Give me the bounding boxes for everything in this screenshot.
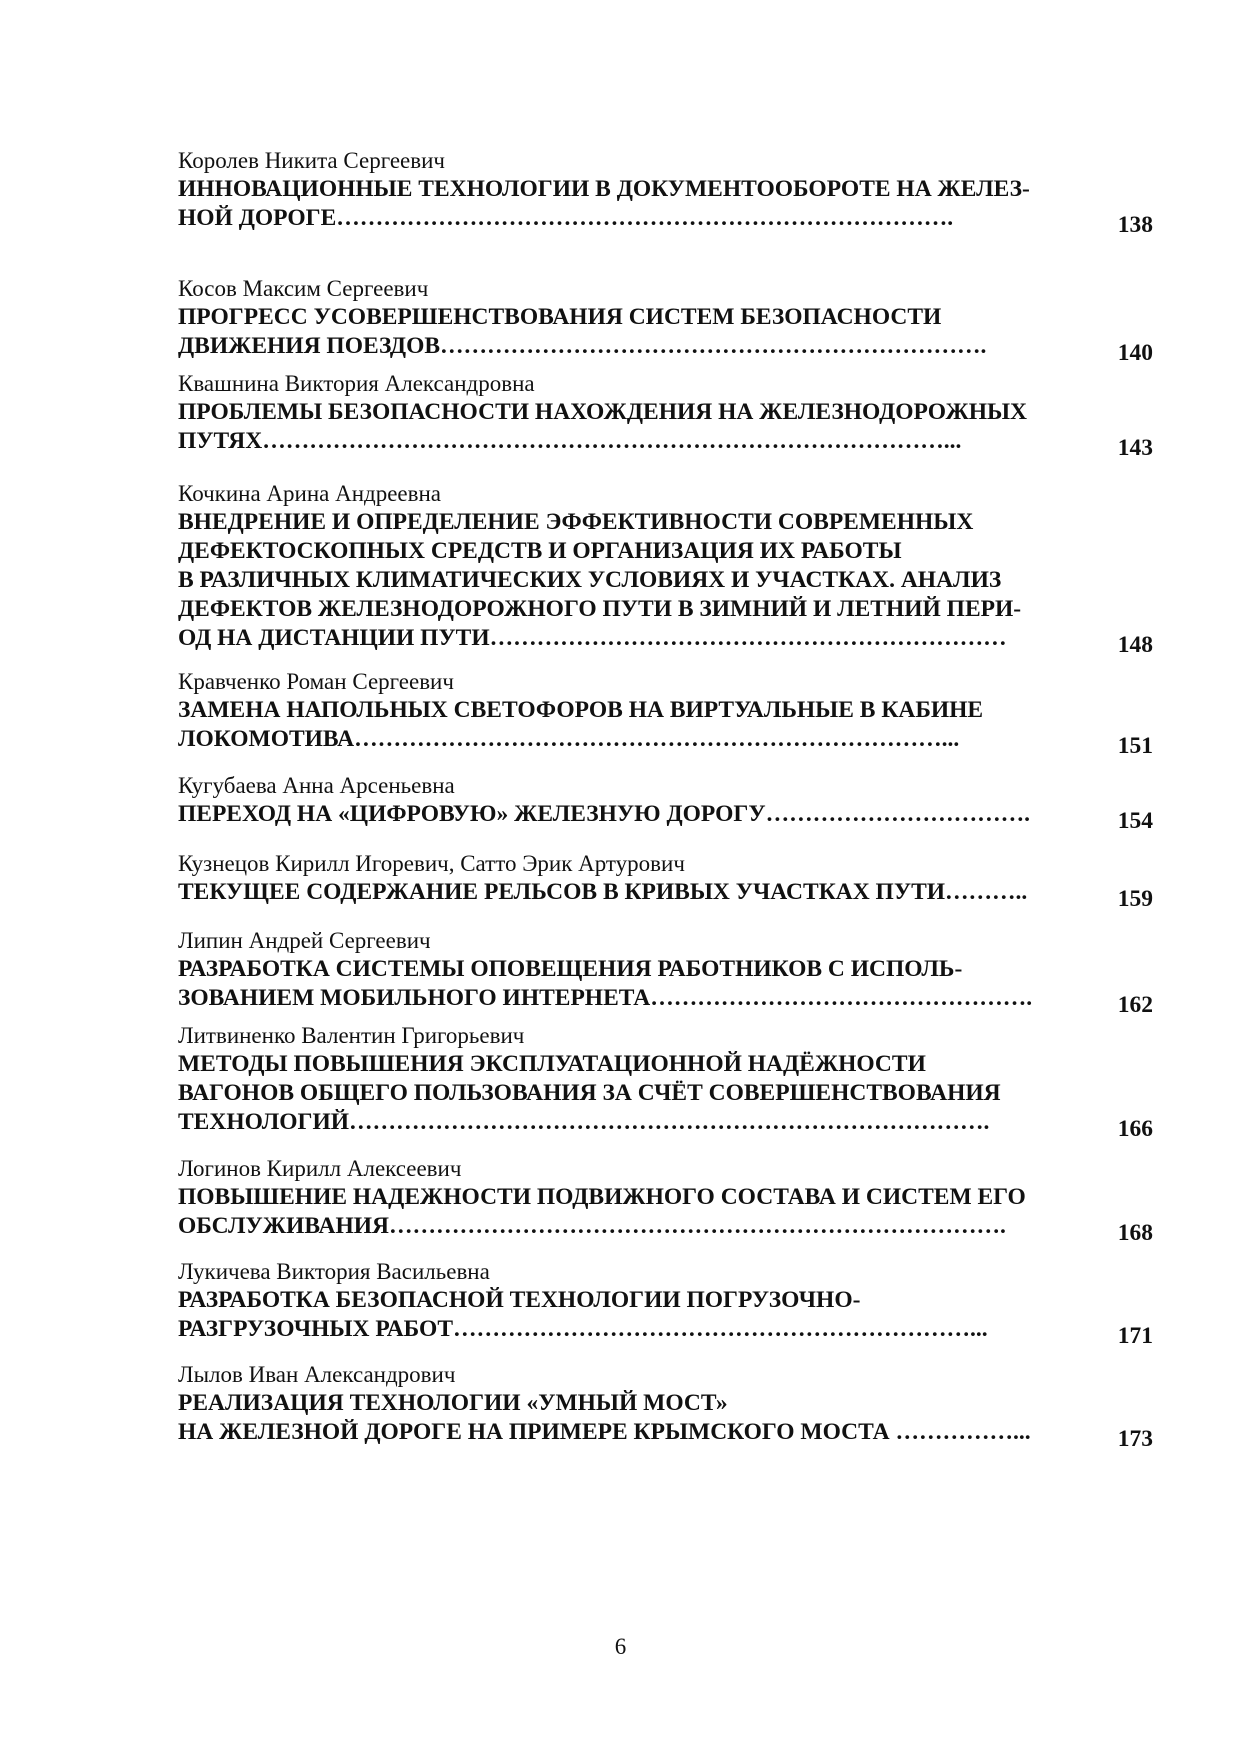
entry-title-line — [178, 427, 1153, 461]
entry-title-text: ПРОГРЕСС УСОВЕРШЕНСТВОВАНИЯ СИСТЕМ БЕЗОПАСНОСТИ — [178, 304, 942, 330]
entry-title-text: ПРОБЛЕМЫ БЕЗОПАСНОСТИ НАХОЖДЕНИЯ НА ЖЕЛЕЗНОДОРОЖНЫХ — [178, 399, 1028, 425]
entry-author: Квашнина Виктория Александровна — [178, 371, 535, 396]
entry-title-text: НА ЖЕЛЕЗНОЙ ДОРОГЕ НА ПРИМЕРЕ КРЫМСКОГО МОСТА ……………... — [178, 1419, 1031, 1445]
entry-page-number: 138 — [1117, 212, 1153, 238]
entry-title-line — [178, 303, 1153, 332]
entry-title-text: ДЕФЕКТОВ ЖЕЛЕЗНОДОРОЖНОГО ПУТИ В ЗИМНИЙ И ЛЕТНИЙ ПЕРИ- — [178, 596, 1022, 622]
entry-title-text: ИННОВАЦИОННЫЕ ТЕХНОЛОГИИ В ДОКУМЕНТООБОРОТЕ НА ЖЕЛЕЗ- — [178, 176, 1030, 202]
entry-author: Липин Андрей Сергеевич — [178, 928, 431, 953]
entry-title-line — [178, 1108, 1153, 1142]
entry-title-line — [178, 1286, 1153, 1315]
toc-entry — [178, 479, 1153, 658]
toc-entry — [178, 1257, 1153, 1349]
entry-title-line — [178, 878, 1153, 912]
entry-title-line — [178, 1079, 1153, 1108]
entry-title-text: ОБСЛУЖИВАНИЯ……………………………………………………………………. — [178, 1213, 1006, 1239]
entry-title-line — [178, 1315, 1153, 1349]
entry-page-number: 168 — [1117, 1220, 1153, 1246]
entry-author: Королев Никита Сергеевич — [178, 148, 445, 173]
entry-title-line — [178, 1050, 1153, 1079]
entry-page-number: 154 — [1117, 808, 1153, 834]
entry-author: Литвиненко Валентин Григорьевич — [178, 1023, 525, 1048]
entry-title-line — [178, 725, 1153, 759]
entry-author: Кравченко Роман Сергеевич — [178, 669, 454, 694]
entry-title-text: ВНЕДРЕНИЕ И ОПРЕДЕЛЕНИЕ ЭФФЕКТИВНОСТИ СОВРЕМЕННЫХ — [178, 509, 974, 535]
entry-title-line — [178, 696, 1153, 725]
entry-title-text: ПЕРЕХОД НА «ЦИФРОВУЮ» ЖЕЛЕЗНУЮ ДОРОГУ……………………………. — [178, 801, 1030, 827]
entry-title-line — [178, 332, 1153, 366]
entry-title-line — [178, 624, 1153, 658]
entry-title-text: ДВИЖЕНИЯ ПОЕЗДОВ……………………………………………………………. — [178, 333, 987, 359]
entry-title-text: ТЕХНОЛОГИЙ………………………………………………………………………. — [178, 1109, 990, 1135]
entry-page-number: 159 — [1117, 886, 1153, 912]
entry-title-text: НОЙ ДОРОГЕ……………………………………………………………………. — [178, 205, 954, 231]
entry-title-text: РАЗГРУЗОЧНЫХ РАБОТ…………………………………………………………... — [178, 1316, 988, 1342]
entry-title-line — [178, 800, 1153, 834]
entry-author: Кочкина Арина Андреевна — [178, 481, 442, 506]
entry-title-text: В РАЗЛИЧНЫХ КЛИМАТИЧЕСКИХ УСЛОВИЯХ И УЧАСТКАХ. АНАЛИЗ — [178, 567, 1002, 593]
entry-page-number: 173 — [1117, 1426, 1153, 1452]
entry-page-number: 166 — [1117, 1116, 1153, 1142]
toc-entry — [178, 1360, 1153, 1452]
entry-author: Лылов Иван Александрович — [178, 1362, 456, 1387]
entry-title-line — [178, 537, 1153, 566]
toc-entry — [178, 1021, 1153, 1142]
entry-title-line — [178, 1389, 1153, 1418]
entry-title-line — [178, 566, 1153, 595]
entry-page-number: 171 — [1117, 1323, 1153, 1349]
entry-author: Логинов Кирилл Алексеевич — [178, 1156, 462, 1181]
toc-entry — [178, 926, 1153, 1018]
toc-entry — [178, 849, 1153, 912]
entry-title-line — [178, 984, 1153, 1018]
toc-entry — [178, 369, 1153, 461]
entry-page-number: 140 — [1117, 340, 1153, 366]
entry-title-text: РАЗРАБОТКА СИСТЕМЫ ОПОВЕЩЕНИЯ РАБОТНИКОВ С ИСПОЛЬ- — [178, 956, 963, 982]
entry-title-line — [178, 595, 1153, 624]
entry-title-text: ЗОВАНИЕМ МОБИЛЬНОГО ИНТЕРНЕТА…………………………………………. — [178, 985, 1033, 1011]
entry-title-text: ТЕКУЩЕЕ СОДЕРЖАНИЕ РЕЛЬСОВ В КРИВЫХ УЧАСТКАХ ПУТИ……….. — [178, 879, 1028, 905]
entry-title-line — [178, 204, 1153, 238]
entry-author: Кугубаева Анна Арсеньевна — [178, 773, 455, 798]
entry-page-number: 162 — [1117, 992, 1153, 1018]
entry-title-text: ЗАМЕНА НАПОЛЬНЫХ СВЕТОФОРОВ НА ВИРТУАЛЬНЫЕ В КАБИНЕ — [178, 697, 984, 723]
entry-title-line — [178, 1212, 1153, 1246]
entry-page-number: 143 — [1117, 435, 1153, 461]
entry-author: Косов Максим Сергеевич — [178, 276, 429, 301]
entry-author: Кузнецов Кирилл Игоревич, Сатто Эрик Артурович — [178, 851, 685, 876]
entry-title-text: ЛОКОМОТИВА…………………………………………………………………... — [178, 726, 960, 752]
entry-page-number: 151 — [1117, 733, 1153, 759]
page-number: 6 — [614, 1634, 627, 1659]
entry-title-text: ВАГОНОВ ОБЩЕГО ПОЛЬЗОВАНИЯ ЗА СЧЁТ СОВЕРШЕНСТВОВАНИЯ — [178, 1080, 1001, 1106]
entry-title-line — [178, 175, 1153, 204]
entry-title-text: РЕАЛИЗАЦИЯ ТЕХНОЛОГИИ «УМНЫЙ МОСТ» — [178, 1390, 728, 1416]
entry-title-line — [178, 508, 1153, 537]
toc-entry — [178, 667, 1153, 759]
entry-title-text: ОД НА ДИСТАНЦИИ ПУТИ………………………………………………………… — [178, 625, 1007, 651]
toc-entry — [178, 146, 1153, 238]
entry-title-line — [178, 398, 1153, 427]
entry-author: Лукичева Виктория Васильевна — [178, 1259, 490, 1284]
entry-title-text: МЕТОДЫ ПОВЫШЕНИЯ ЭКСПЛУАТАЦИОННОЙ НАДЁЖНОСТИ — [178, 1051, 926, 1077]
entry-page-number: 148 — [1117, 632, 1153, 658]
toc-entry — [178, 771, 1153, 834]
entry-title-line — [178, 955, 1153, 984]
entry-title-line — [178, 1418, 1153, 1452]
entry-title-text: РАЗРАБОТКА БЕЗОПАСНОЙ ТЕХНОЛОГИИ ПОГРУЗОЧНО- — [178, 1287, 861, 1313]
toc-entry — [178, 1154, 1153, 1246]
entry-title-line — [178, 1183, 1153, 1212]
entry-title-text: ДЕФЕКТОСКОПНЫХ СРЕДСТВ И ОРГАНИЗАЦИЯ ИХ РАБОТЫ — [178, 538, 902, 564]
entry-title-text: ПОВЫШЕНИЕ НАДЕЖНОСТИ ПОДВИЖНОГО СОСТАВА И СИСТЕМ ЕГО — [178, 1184, 1026, 1210]
entry-title-text: ПУТЯХ……………………………………………………………………………... — [178, 428, 962, 454]
toc-entry — [178, 274, 1153, 366]
